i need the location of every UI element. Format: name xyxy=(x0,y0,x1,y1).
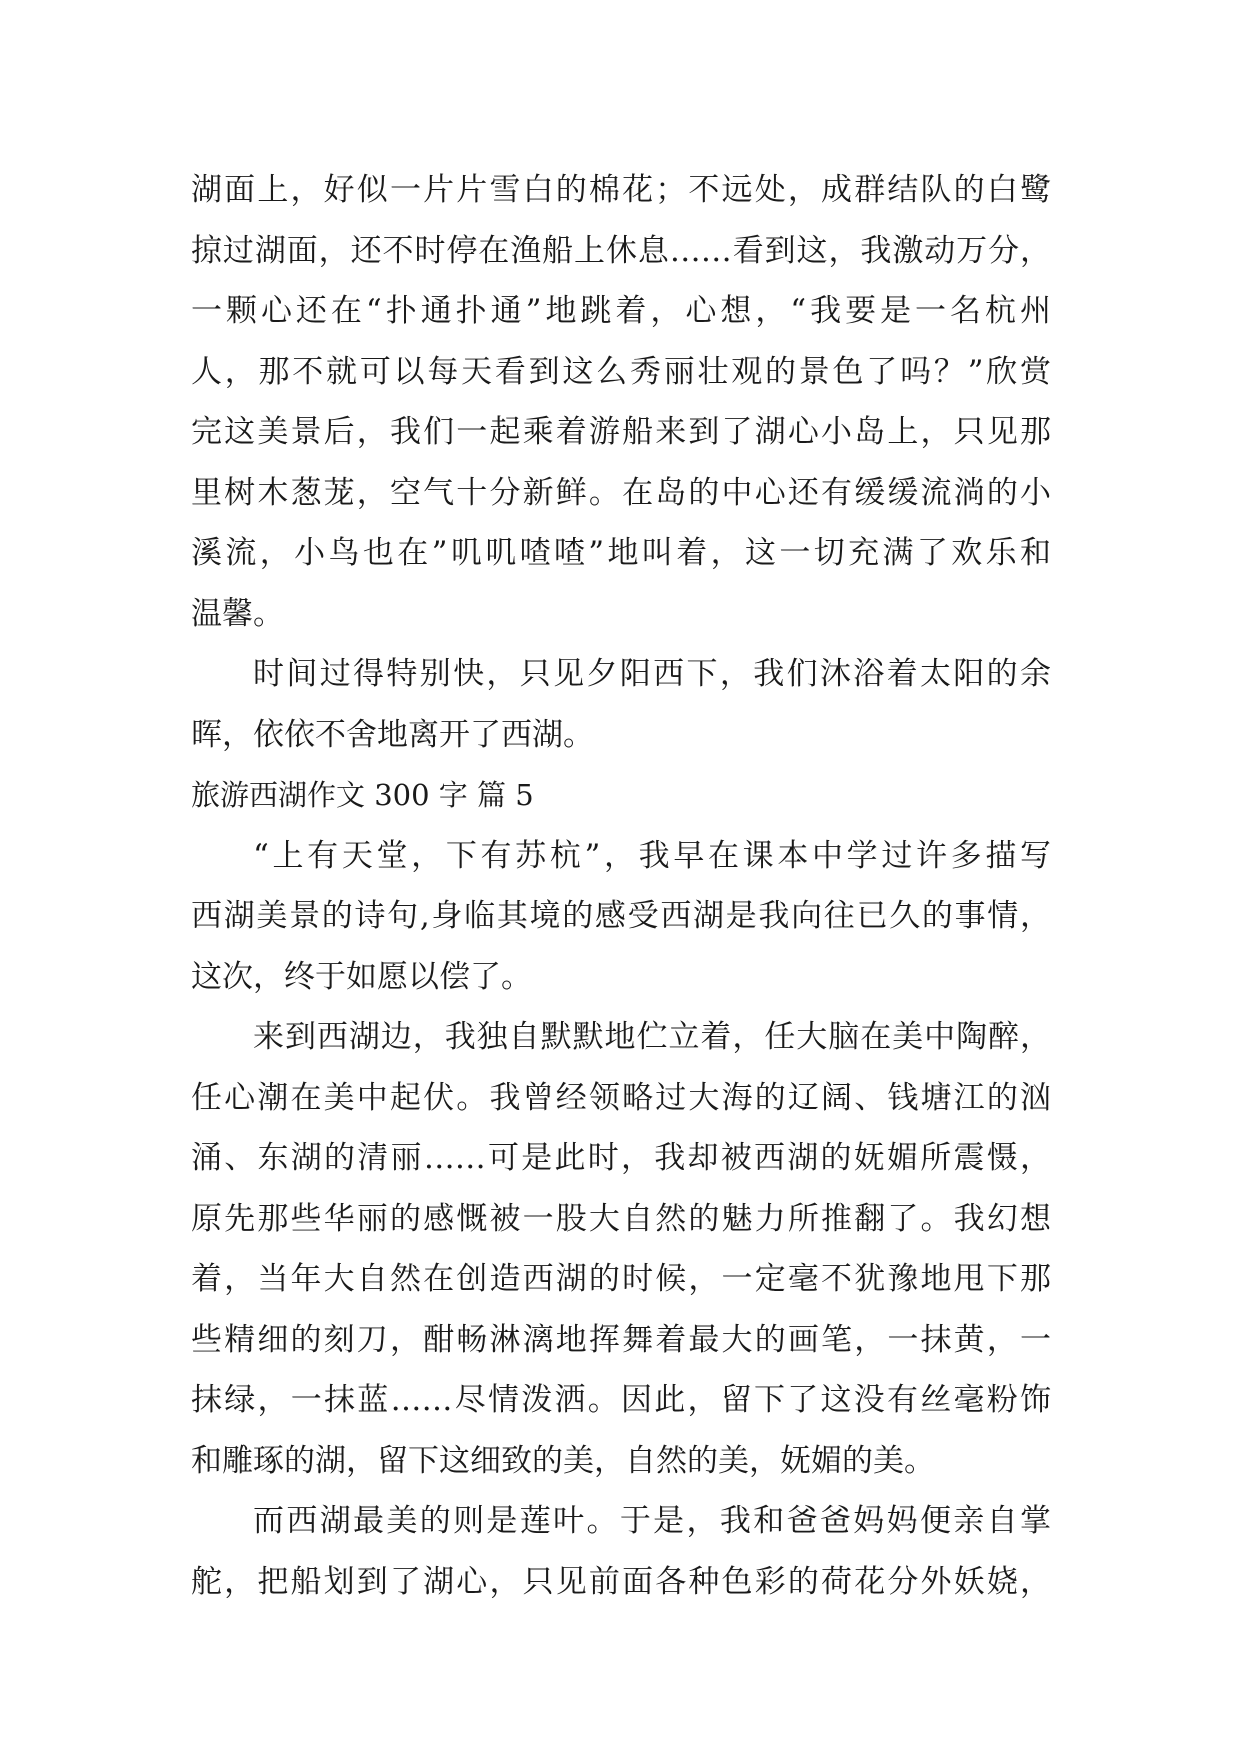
text-line: 完这美景后，我们一起乘着游船来到了湖心小岛上，只见那 xyxy=(191,414,1051,450)
text-line: 溪流，小鸟也在”叽叽喳喳”地叫着，这一切充满了欢乐和 xyxy=(191,535,1051,571)
document-page xyxy=(191,160,1051,1612)
text-line: 西湖美景的诗句,身临其境的感受西湖是我向往已久的事情， xyxy=(191,898,1051,934)
text-line: 抹绿，一抹蓝……尽情泼洒。因此，留下了这没有丝毫粉饰 xyxy=(191,1382,1051,1418)
text-line: 着，当年大自然在创造西湖的时候，一定毫不犹豫地甩下那 xyxy=(191,1261,1051,1297)
text-line: 涌、东湖的清丽……可是此时，我却被西湖的妩媚所震慑， xyxy=(191,1140,1051,1176)
text-line: 这次，终于如愿以偿了。 xyxy=(191,958,532,995)
text-line: 掠过湖面，还不时停在渔船上休息……看到这，我激动万分， xyxy=(191,232,1051,269)
section-heading: 旅游西湖作文 300 字 篇 5 xyxy=(191,778,534,812)
text-line: 来到西湖边，我独自默默地伫立着，任大脑在美中陶醉， xyxy=(253,1019,1051,1055)
text-line: 人，那不就可以每天看到这么秀丽壮观的景色了吗？”欣赏 xyxy=(191,353,1051,390)
text-line: 晖，依依不舍地离开了西湖。 xyxy=(191,716,594,753)
text-line: 一颗心还在“扑通扑通”地跳着，心想，“我要是一名杭州 xyxy=(191,293,1051,329)
text-line: 里树木葱茏，空气十分新鲜。在岛的中心还有缓缓流淌的小 xyxy=(191,474,1051,511)
text-line: 时间过得特别快，只见夕阳西下，我们沐浴着太阳的余 xyxy=(253,656,1051,692)
text-line: 湖面上，好似一片片雪白的棉花；不远处，成群结队的白鹭 xyxy=(191,172,1051,208)
text-line: 和雕琢的湖，留下这细致的美，自然的美，妩媚的美。 xyxy=(191,1442,935,1479)
text-line: 任心潮在美中起伏。我曾经领略过大海的辽阔、钱塘江的汹 xyxy=(191,1079,1051,1116)
text-line: “上有天堂，下有苏杭”，我早在课本中学过许多描写 xyxy=(253,837,1051,874)
text-line: 而西湖最美的则是莲叶。于是，我和爸爸妈妈便亲自掌 xyxy=(253,1503,1051,1539)
text-line: 些精细的刻刀，酣畅淋漓地挥舞着最大的画笔，一抹黄，一 xyxy=(191,1321,1051,1358)
text-line: 舵，把船划到了湖心，只见前面各种色彩的荷花分外妖娆， xyxy=(191,1563,1051,1600)
text-line: 温馨。 xyxy=(191,595,284,632)
text-line: 原先那些华丽的感慨被一股大自然的魅力所推翻了。我幻想 xyxy=(191,1200,1051,1237)
